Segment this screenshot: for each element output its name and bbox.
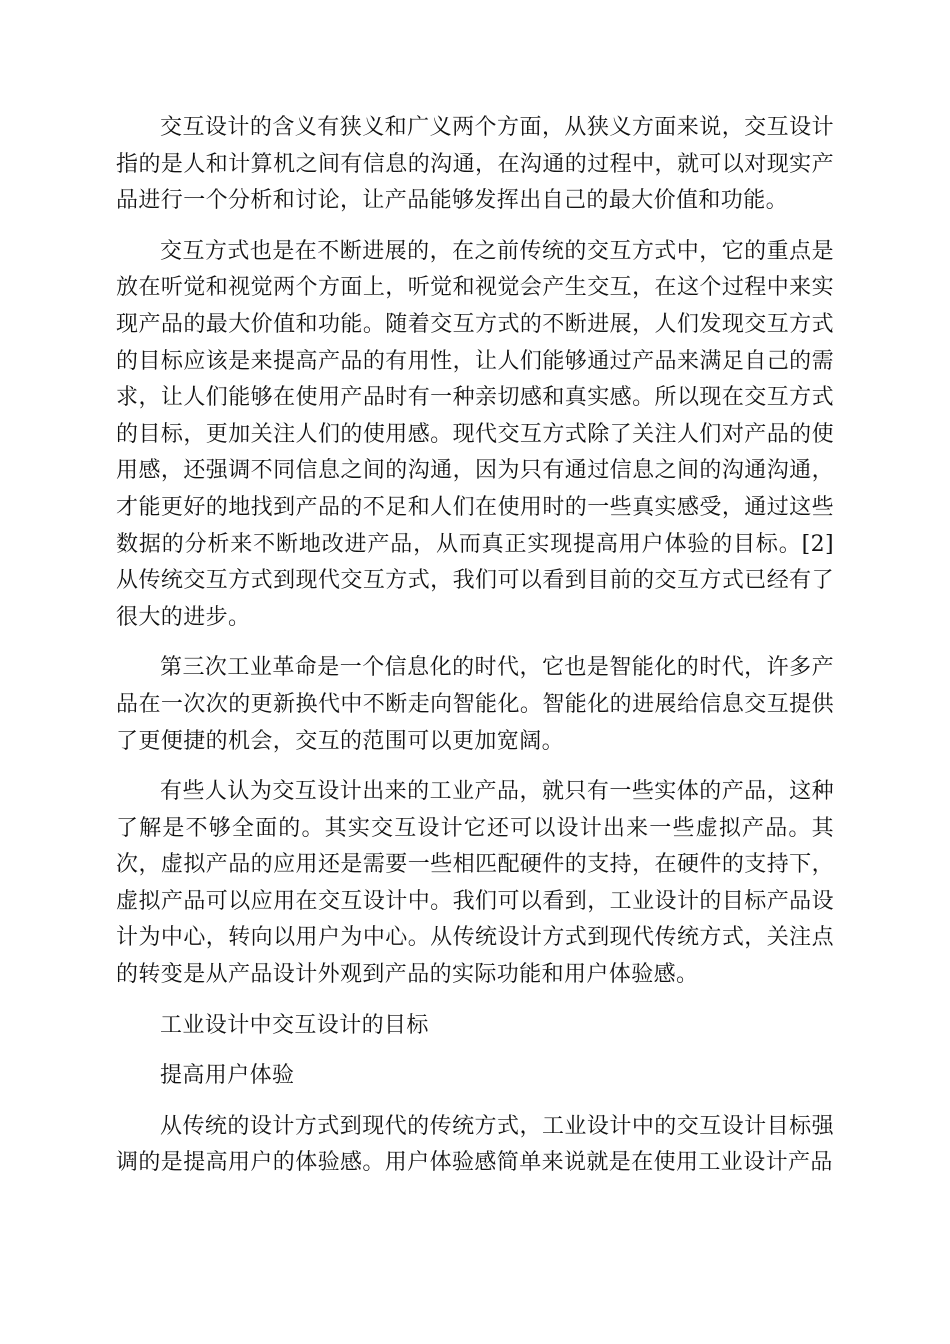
section-heading: 工业设计中交互设计的目标 xyxy=(160,1012,429,1038)
paragraph-1: 交互设计的含义有狭义和广义两个方面，从狭义方面来说，交互设计指的是人和计算机之间有信息的沟通，在沟通的过程中，就可以对现实产品进行一个分析和讨论，让产品能够发挥出自己的最大价值和功能。 xyxy=(116,115,834,214)
paragraph-5: 从传统的设计方式到现代的传统方式，工业设计中的交互设计目标强调的是提高用户的体验感。用户体验感简单来说就是在使用工业设计产品 xyxy=(116,1113,834,1176)
paragraph-4: 有些人认为交互设计出来的工业产品，就只有一些实体的产品，这种了解是不够全面的。其实交互设计它还可以设计出来一些虚拟产品。其次，虚拟产品的应用还是需要一些相匹配硬件的支持，在硬件的支持下，虚拟产品可以应用在交互设计中。我们可以看到，工业设计的目标产品设计为中心，转向以用户为中心。从传统设计方式到现代传统方式，关注点的转变是从产品设计外观到产品的实际功能和用户体验感。 xyxy=(116,779,834,988)
document-page xyxy=(116,110,834,1196)
paragraph-2: 交互方式也是在不断进展的，在之前传统的交互方式中，它的重点是放在听觉和视觉两个方面上，听觉和视觉会产生交互，在这个过程中来实现产品的最大价值和功能。随着交互方式的不断进展，人们发现交互方式的目标应该是来提高产品的有用性，让人们能够通过产品来满足自己的需求，让人们能够在使用产品时有一种亲切感和真实感。所以现在交互方式的目标，更加关注人们的使用感。现代交互方式除了关注人们对产品的使用感，还强调不同信息之间的沟通，因为只有通过信息之间的沟通沟通，才能更好的地找到产品的不足和人们在使用时的一些真实感受，通过这些数据的分析来不断地改进产品，从而真正实现提高用户体验的目标。[2] 从传统交互方式到现代交互方式，我们可以看到目前的交互方式已经有了很大的进步。 xyxy=(116,238,834,630)
subsection-heading: 提高用户体验 xyxy=(160,1063,295,1089)
paragraph-3: 第三次工业革命是一个信息化的时代，它也是智能化的时代，许多产品在一次次的更新换代中不断走向智能化。智能化的进展给信息交互提供了更便捷的机会，交互的范围可以更加宽阔。 xyxy=(116,655,834,754)
